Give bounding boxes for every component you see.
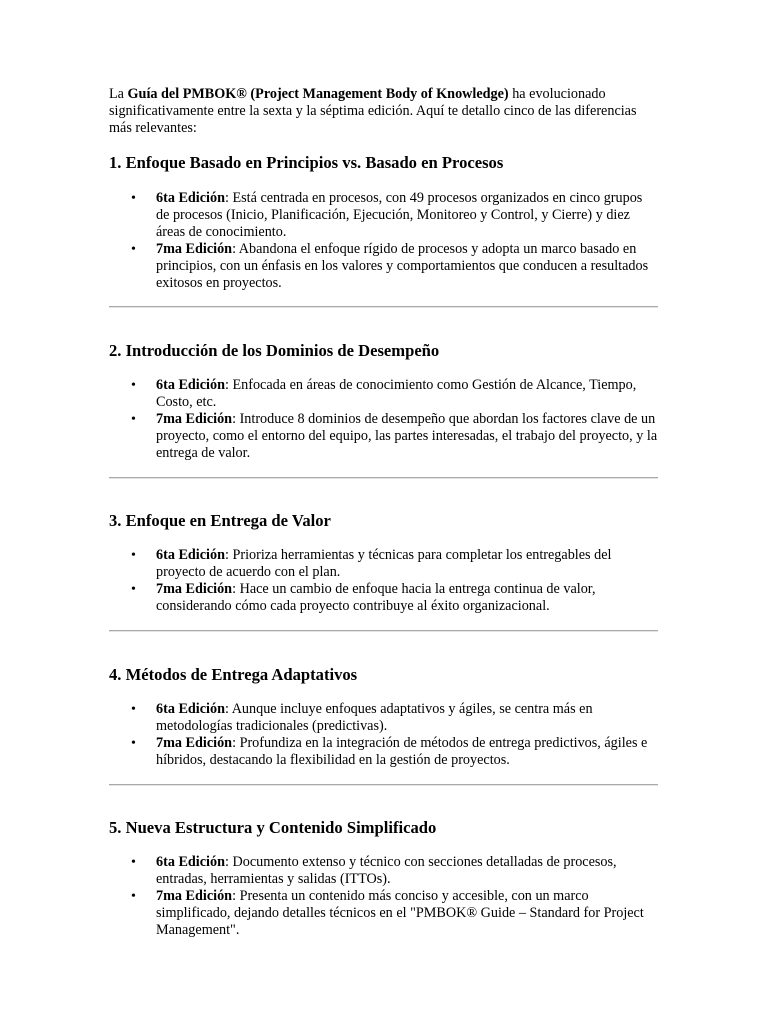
bullet-list	[109, 547, 658, 615]
bullet-list	[109, 377, 658, 462]
bullet-icon: •	[131, 855, 136, 870]
list-item	[109, 547, 658, 581]
bullet-icon: •	[131, 191, 136, 206]
list-item	[109, 377, 658, 411]
item-text: : Abandona el enfoque rígido de procesos y adopta un marco basado en principios, con un énfasis en los valores y comportamientos que conducen a resultados exitosos en proyectos.	[156, 241, 649, 291]
bullet-icon: •	[131, 378, 136, 393]
intro-paragraph	[109, 86, 658, 137]
item-label: 6ta Edición	[156, 190, 225, 206]
item-text: : Presenta un contenido más conciso y accesible, con un marco simplificado, dejando detalles técnicos en el "PMBOK® Guide – Standard for Project Management".	[156, 888, 644, 938]
item-text: : Documento extenso y técnico con secciones detalladas de procesos, entradas, herramientas y salidas (ITTOs).	[156, 854, 617, 887]
section-title: 2. Introducción de los Dominios de Desempeño	[109, 341, 440, 360]
section-title: 4. Métodos de Entrega Adaptativos	[109, 665, 358, 684]
section-3	[109, 511, 658, 615]
list-item	[109, 581, 658, 615]
section-title: 1. Enfoque Basado en Principios vs. Basado en Procesos	[109, 153, 504, 172]
section-2	[109, 341, 658, 462]
bullet-icon: •	[131, 736, 136, 751]
item-text: : Está centrada en procesos, con 49 procesos organizados en cinco grupos de procesos (Inicio, Planificación, Ejecución, Monitoreo y Control, y Cierre) y diez áreas de conocimiento.	[156, 190, 643, 240]
section-title: 3. Enfoque en Entrega de Valor	[109, 511, 331, 530]
list-item	[109, 888, 658, 939]
item-label: 7ma Edición	[156, 888, 233, 904]
bullet-icon: •	[131, 412, 136, 427]
item-text: : Introduce 8 dominios de desempeño que abordan los factores clave de un proyecto, como el entorno del equipo, las partes interesadas, el trabajo del proyecto, y la entrega de valor.	[156, 411, 658, 461]
intro-rest: ha evolucionado significativamente entre la sexta y la séptima edición. Aquí te detallo cinco de las diferencias más relevantes:	[109, 86, 637, 136]
bullet-icon: •	[131, 242, 136, 257]
section-title: 5. Nueva Estructura y Contenido Simplificado	[109, 818, 437, 837]
item-label: 7ma Edición	[156, 241, 233, 257]
bullet-list	[109, 701, 658, 769]
horizontal-divider	[109, 630, 658, 632]
document-body	[109, 86, 658, 137]
item-label: 7ma Edición	[156, 581, 233, 597]
section-1	[109, 153, 658, 292]
item-text: : Enfocada en áreas de conocimiento como Gestión de Alcance, Tiempo, Costo, etc.	[156, 377, 637, 410]
bullet-icon: •	[131, 548, 136, 563]
item-label: 6ta Edición	[156, 854, 225, 870]
item-text: : Aunque incluye enfoques adaptativos y ágiles, se centra más en metodologías tradicionales (predictivas).	[156, 701, 593, 734]
item-text: : Hace un cambio de enfoque hacia la entrega continua de valor, considerando cómo cada proyecto contribuye al éxito organizacional.	[156, 581, 596, 614]
item-label: 7ma Edición	[156, 411, 233, 427]
section-5	[109, 818, 658, 939]
item-label: 6ta Edición	[156, 377, 225, 393]
intro-prefix: La	[109, 86, 128, 102]
list-item	[109, 854, 658, 888]
item-text: : Profundiza en la integración de métodos de entrega predictivos, ágiles e híbridos, destacando la flexibilidad en la gestión de proyectos.	[156, 735, 648, 768]
horizontal-divider	[109, 306, 658, 308]
horizontal-divider	[109, 477, 658, 479]
list-item	[109, 701, 658, 735]
bullet-icon: •	[131, 702, 136, 717]
section-4	[109, 665, 658, 769]
item-label: 7ma Edición	[156, 735, 233, 751]
bullet-list	[109, 190, 658, 292]
list-item	[109, 411, 658, 462]
list-item	[109, 190, 658, 241]
bullet-icon: •	[131, 582, 136, 597]
horizontal-divider	[109, 784, 658, 786]
list-item	[109, 241, 658, 292]
bullet-list	[109, 854, 658, 939]
bullet-icon: •	[131, 889, 136, 904]
intro-bold-title: Guía del PMBOK® (Project Management Body of Knowledge)	[127, 86, 509, 102]
list-item	[109, 735, 658, 769]
item-label: 6ta Edición	[156, 701, 225, 717]
item-text: : Prioriza herramientas y técnicas para completar los entregables del proyecto de acuerdo con el plan.	[156, 547, 612, 580]
item-label: 6ta Edición	[156, 547, 225, 563]
